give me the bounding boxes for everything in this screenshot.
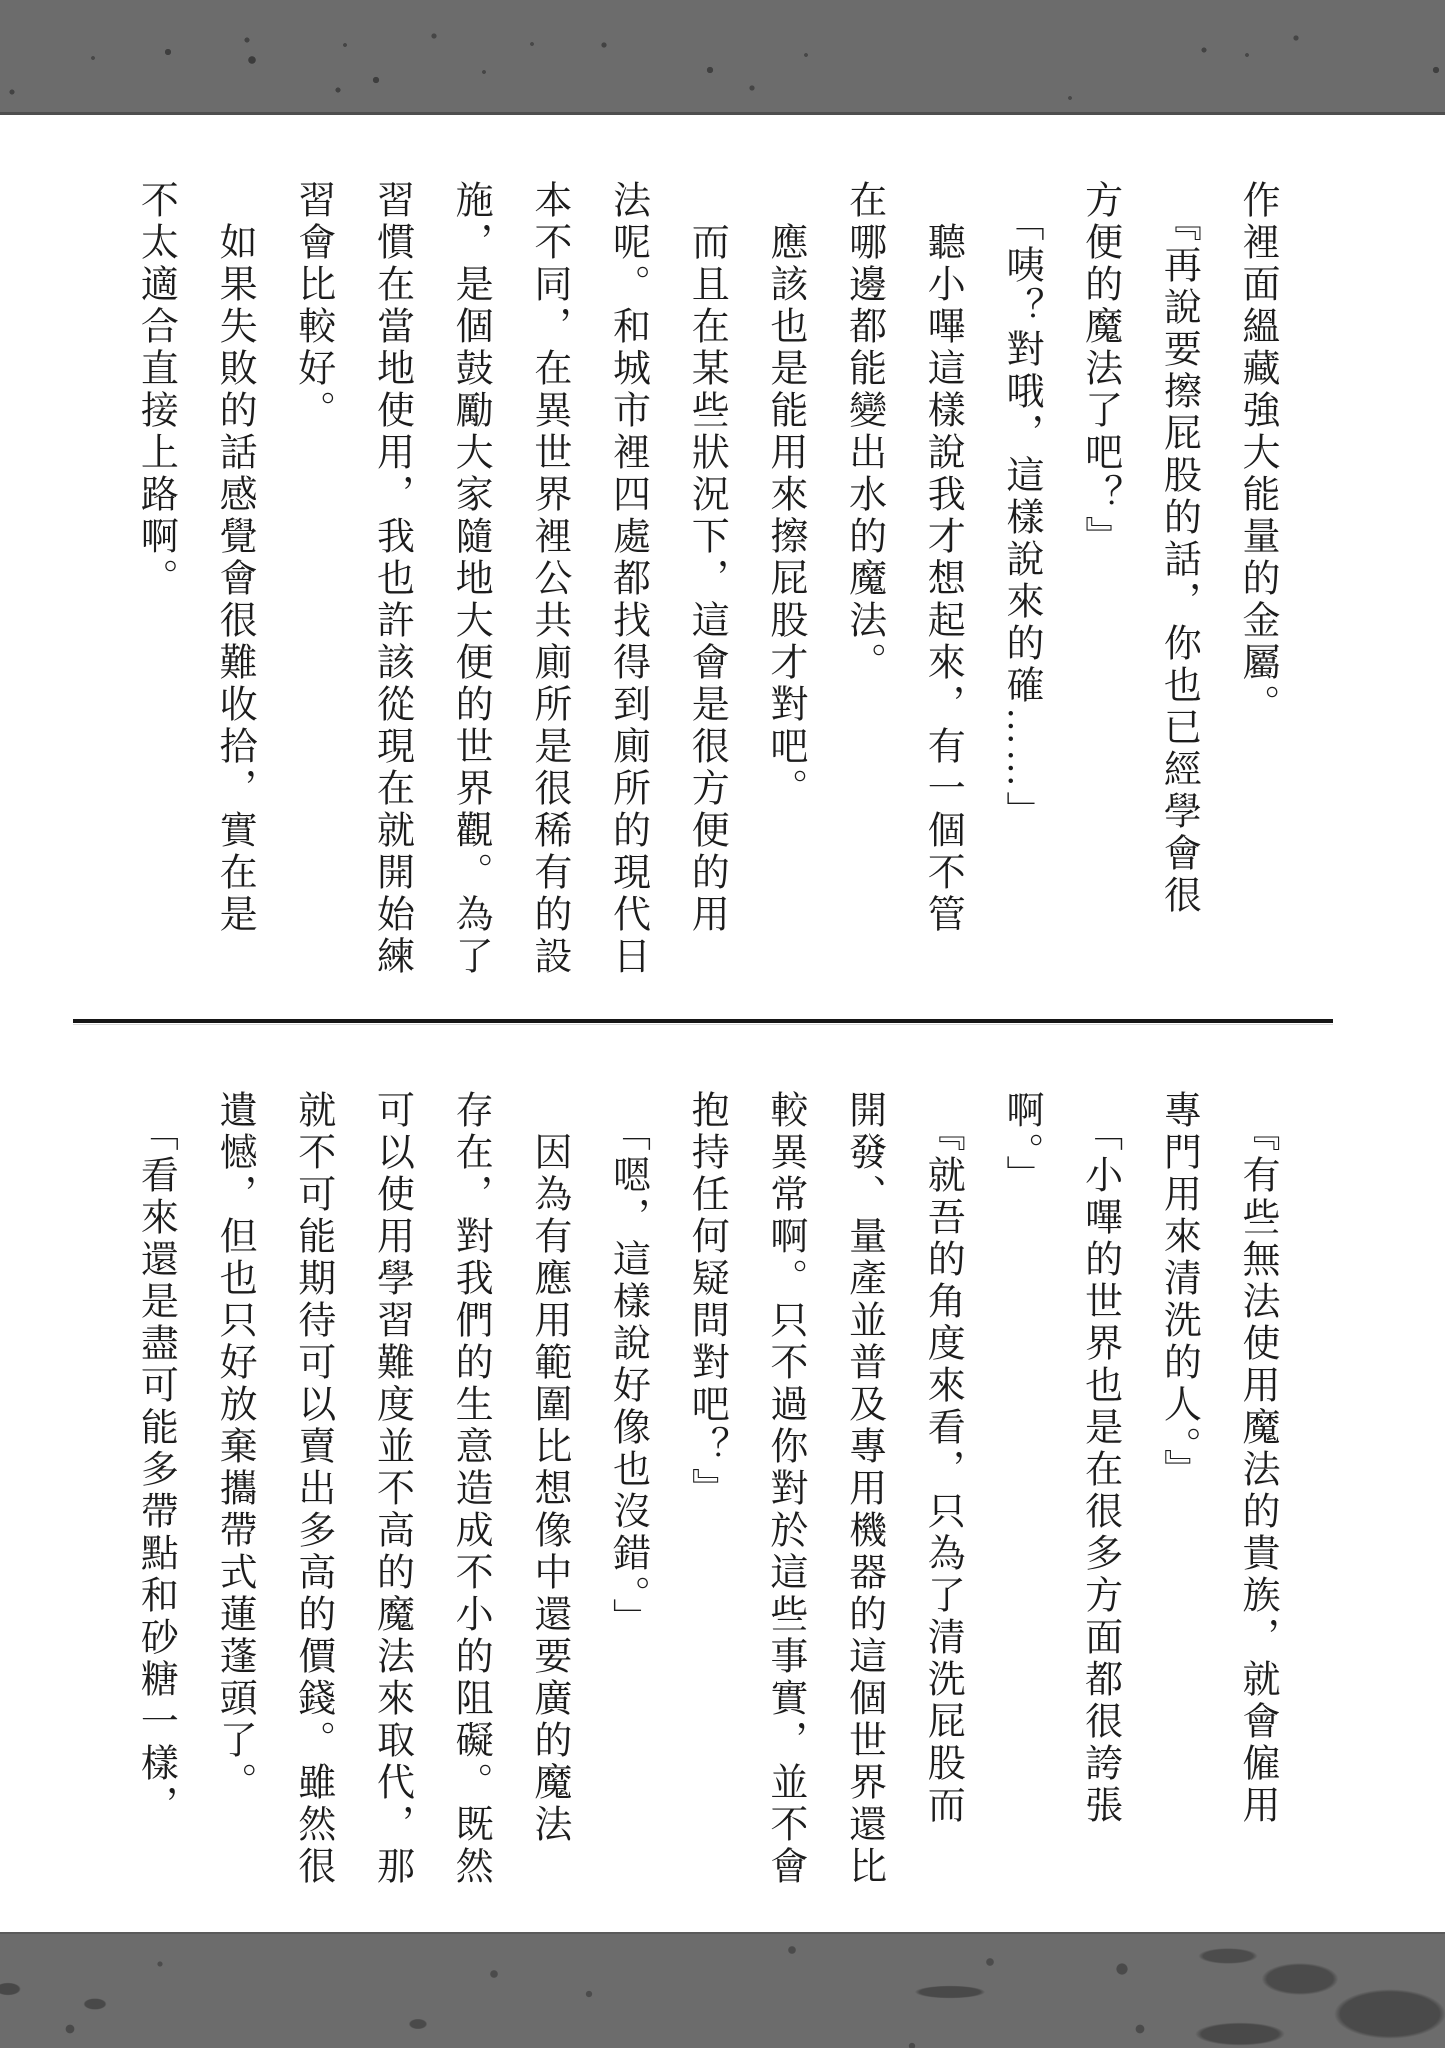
text-section-top xyxy=(96,180,1276,1026)
section-divider xyxy=(73,1019,1333,1026)
text-column: 開發、量產並普及專用機器的這個世界還比 xyxy=(842,1090,885,1888)
text-section-bottom xyxy=(96,1090,1276,1936)
bottom-border-texture xyxy=(0,1932,1445,2048)
text-column: 專門用來清洗的人。』 xyxy=(1157,1090,1200,1491)
text-column: 而且在某些狀況下，這會是很方便的用 xyxy=(685,180,728,936)
text-column: 「咦？對哦，這樣說來的確……」 xyxy=(999,180,1042,833)
text-column: 『再說要擦屁股的話，你也已經學會很 xyxy=(1157,180,1200,917)
text-column: 施，是個鼓勵大家隨地大便的世界觀。為了 xyxy=(449,180,492,978)
text-column: 較異常啊。只不過你對於這些事實，並不會 xyxy=(763,1090,806,1888)
text-column: 如果失敗的話感覺會很難收拾，實在是 xyxy=(213,180,256,936)
text-column: 應該也是能用來擦屁股才對吧。 xyxy=(763,180,806,810)
text-column: 『就吾的角度來看，只為了清洗屁股而 xyxy=(921,1090,964,1827)
text-column: 抱持任何疑問對吧？』 xyxy=(685,1090,728,1510)
text-column: 不太適合直接上路啊。 xyxy=(134,180,177,600)
text-column: 「嗯，這樣說好像也沒錯。」 xyxy=(606,1090,649,1640)
text-column: 方便的魔法了吧？』 xyxy=(1078,180,1121,558)
text-column: 啊。」 xyxy=(999,1090,1042,1197)
text-column: 就不可能期待可以賣出多高的價錢。雖然很 xyxy=(291,1090,334,1888)
text-column: 「小嗶的世界也是在很多方面都很誇張 xyxy=(1078,1090,1121,1827)
text-column: 聽小嗶這樣說我才想起來，有一個不管 xyxy=(921,180,964,936)
text-column: 習會比較好。 xyxy=(291,180,334,432)
text-column: 本不同，在異世界裡公共廁所是很稀有的設 xyxy=(527,180,570,978)
text-column: 在哪邊都能變出水的魔法。 xyxy=(842,180,885,684)
text-column: 因為有應用範圍比想像中還要廣的魔法 xyxy=(527,1090,570,1846)
text-column: 存在，對我們的生意造成不小的阻礙。既然 xyxy=(449,1090,492,1888)
text-column: 法呢。和城市裡四處都找得到廁所的現代日 xyxy=(606,180,649,978)
text-column: 『有些無法使用魔法的貴族，就會僱用 xyxy=(1236,1090,1278,1827)
text-column: 可以使用學習難度並不高的魔法來取代，那 xyxy=(370,1090,413,1888)
top-border-texture xyxy=(0,0,1445,115)
text-column: 習慣在當地使用，我也許該從現在就開始練 xyxy=(370,180,413,978)
text-column: 作裡面縕藏強大能量的金屬。 xyxy=(1236,180,1278,726)
text-column: 「看來還是盡可能多帶點和砂糖一樣， xyxy=(134,1090,177,1827)
text-column: 遺憾，但也只好放棄攜帶式蓮蓬頭了。 xyxy=(213,1090,256,1804)
